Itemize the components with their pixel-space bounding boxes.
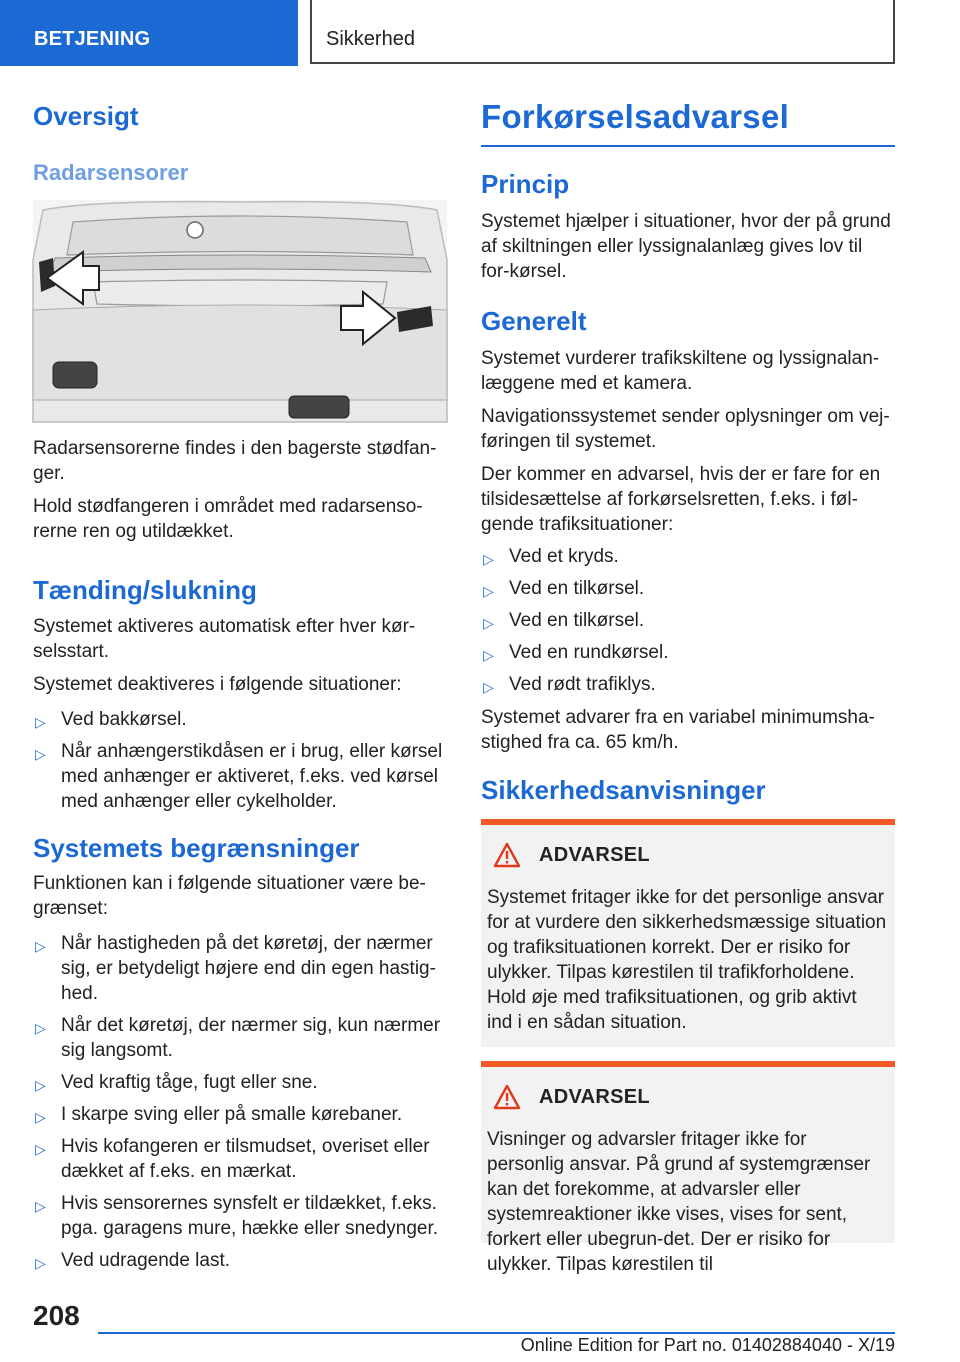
page-header (0, 0, 960, 66)
triangle-bullet-icon: ▷ (483, 679, 494, 695)
warning-triangle-icon (493, 842, 521, 868)
warning-header (487, 825, 887, 885)
radar-heading: Radarsensorer (33, 160, 189, 185)
limits-para: Funktionen kan i følgende situationer være be-grænset: (33, 873, 426, 919)
list-item: ▷ Ved udragende last. (33, 1248, 445, 1273)
safety-heading: Sikkerhedsanvisninger (481, 775, 766, 805)
triangle-bullet-icon: ▷ (483, 583, 494, 599)
generelt-heading: Generelt (481, 306, 587, 336)
radar-sensor-figure (33, 200, 447, 422)
list-item: ▷ Når det køretøj, der nærmer sig, kun nærmer sig langsomt. (35, 1015, 441, 1061)
list-item: ▷ Hvis kofangeren er tilsmudset, overiset eller dækket af f.eks. en mærkat. (35, 1136, 430, 1182)
tending-list (33, 707, 445, 814)
princip-para: Systemet hjælper i situationer, hvor der på grund af skiltningen eller lyssignalanlæg gives lov til for-kørsel. (481, 211, 891, 282)
triangle-bullet-icon: ▷ (35, 1077, 46, 1093)
list-item: ▷ Ved en rundkørsel. (481, 640, 895, 665)
radar-text (33, 436, 445, 544)
title-divider (481, 145, 895, 147)
tending-text (33, 614, 445, 697)
generelt-after: Systemet advarer fra en variabel minimumsha-stighed fra ca. 65 km/h. (481, 707, 875, 753)
triangle-bullet-icon: ▷ (35, 1141, 46, 1157)
list-item: ▷ Når hastigheden på det køretøj, der nærmer sig, er betydeligt højere end din egen hastig-hed. (35, 933, 436, 1004)
generelt-para-1: Systemet vurderer trafikskiltene og lyssignalan-læggene med et kamera. (481, 348, 880, 394)
warning-label: ADVARSEL (539, 1085, 650, 1108)
triangle-bullet-icon: ▷ (483, 615, 494, 631)
warning-box-2 (481, 1061, 895, 1275)
chapter-title: Sikkerhed (310, 0, 895, 64)
generelt-list (481, 544, 895, 697)
list-item: ▷ Ved rødt trafiklys. (481, 672, 895, 697)
generelt-para-3: Der kommer en advarsel, hvis der er fare for en tilsidesættelse af forkørselsretten, f.eks. i føl-gende trafiksituationer: (481, 464, 881, 535)
car-rear-illustration (33, 200, 447, 422)
page-title: Forkørselsadvarsel (481, 98, 790, 135)
list-item: ▷ Når anhængerstikdåsen er i brug, eller kørsel med anhænger er aktiveret, f.eks. ved kørsel med anhænger eller cykelholder. (35, 741, 443, 812)
limits-heading: Systemets begrænsninger (33, 833, 360, 863)
list-item: ▷ I skarpe sving eller på smalle kørebaner. (33, 1102, 445, 1127)
warning-text: Visninger og advarsler fritager ikke for personlig ansvar. På grund af systemgrænser kan det forekomme, at advarsler eller systemreaktioner ikke vises, vises for sent, forkert eller ubegrun-det. Der er risiko for ulykker. Tilpas kørestilen til (487, 1129, 871, 1275)
triangle-bullet-icon: ▷ (35, 1255, 46, 1271)
section-tab: BETJENING (0, 0, 298, 66)
warning-header (487, 1067, 887, 1127)
page-number: 208 (33, 1300, 80, 1331)
generelt-para-2: Navigationssystemet sender oplysninger om vej-føringen til systemet. (481, 406, 890, 452)
triangle-bullet-icon: ▷ (35, 1109, 46, 1125)
triangle-bullet-icon: ▷ (35, 714, 46, 730)
triangle-bullet-icon: ▷ (483, 551, 494, 567)
list-item: ▷ Ved en tilkørsel. (481, 608, 895, 633)
triangle-bullet-icon: ▷ (35, 1198, 46, 1214)
warning-box-1 (481, 819, 895, 1047)
list-item: ▷ Hvis sensorernes synsfelt er tildækket, f.eks. pga. garagens mure, hække eller snedynger. (35, 1193, 439, 1239)
footer-edition: Online Edition for Part no. 01402884040 - X/19 (520, 1335, 895, 1355)
triangle-bullet-icon: ▷ (35, 938, 46, 954)
princip-heading: Princip (481, 169, 570, 199)
footer-divider (98, 1332, 895, 1334)
warning-triangle-icon (493, 1084, 521, 1110)
tending-heading: Tænding/slukning (33, 575, 257, 605)
overview-heading: Oversigt (33, 101, 139, 131)
warning-label: ADVARSEL (539, 843, 650, 866)
triangle-bullet-icon: ▷ (35, 746, 46, 762)
list-item: ▷ Ved kraftig tåge, fugt eller sne. (33, 1070, 445, 1095)
generelt-text (481, 346, 895, 537)
tending-para-1: Systemet aktiveres automatisk efter hver kør-selsstart. (33, 616, 416, 662)
list-item: ▷ Ved et kryds. (481, 544, 895, 569)
limits-list (33, 931, 445, 1273)
triangle-bullet-icon: ▷ (35, 1020, 46, 1036)
list-item: ▷ Ved bakkørsel. (33, 707, 445, 732)
list-item: ▷ Ved en tilkørsel. (481, 576, 895, 601)
tending-para-2: Systemet deaktiveres i følgende situationer: (33, 674, 402, 695)
triangle-bullet-icon: ▷ (483, 647, 494, 663)
radar-para-1: Radarsensorerne findes i den bagerste stødfan-ger. (33, 438, 437, 484)
radar-para-2: Hold stødfangeren i området med radarsenso-rerne ren og utildækket. (33, 496, 423, 542)
warning-text: Systemet fritager ikke for det personlige ansvar for at vurdere den sikkerhedsmæssige situation og trafiksituationen korrekt. Der er risiko for ulykker. Tilpas kørestilen til trafikforholdene. Hold øje med trafiksituationen, og grib aktivt ind i en sådan situation. (487, 887, 887, 1033)
